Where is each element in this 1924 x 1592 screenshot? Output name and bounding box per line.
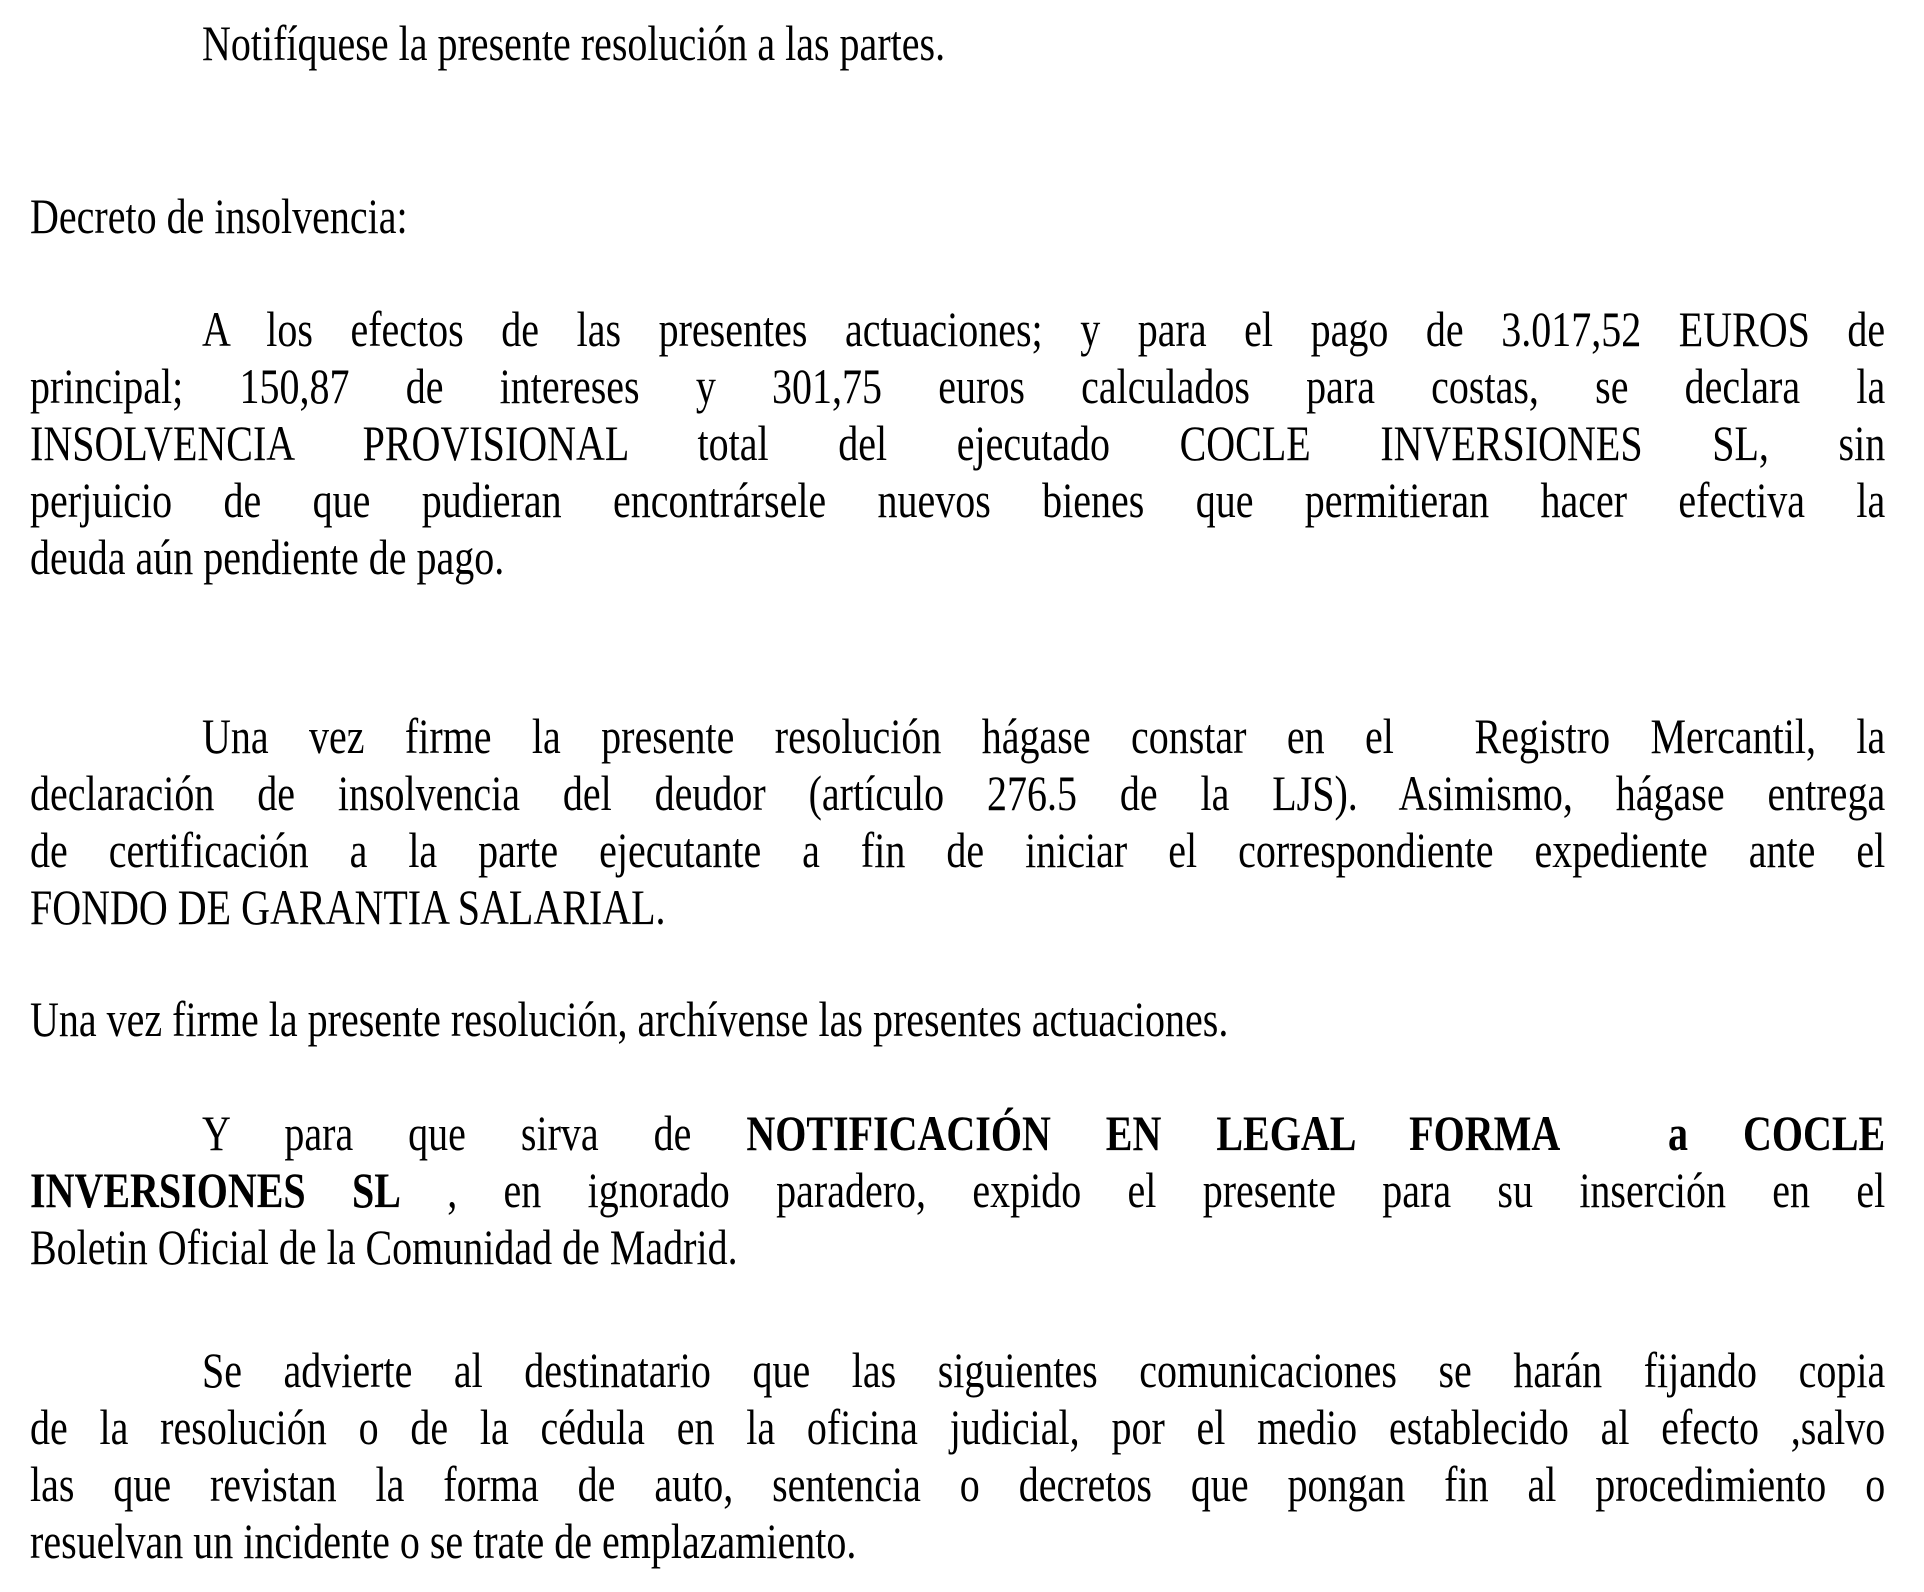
text-segment: A los efectos de las presentes actuaciones; y para el pago de 3.017,52 EUROS de (202, 301, 1886, 357)
text-line (30, 708, 1885, 765)
text-segment: FONDO DE GARANTIA SALARIAL. (30, 879, 666, 935)
text-line (30, 1342, 1885, 1399)
text-line (30, 472, 1885, 529)
text-segment: deuda aún pendiente de pago. (30, 529, 505, 585)
text-segment: perjuicio de que pudieran encontrársele nuevos bienes que permitieran hacer efectiva la (30, 472, 1886, 528)
text-line (30, 188, 1885, 245)
text-segment: de certificación a la parte ejecutante a fin de iniciar el correspondiente expediente ante el (30, 822, 1886, 878)
notification-clause (30, 15, 1885, 72)
text-segment: principal; 150,87 de intereses y 301,75 euros calculados para costas, se declara la (30, 358, 1886, 414)
text-line (30, 301, 1885, 358)
legal-notification-paragraph (30, 1105, 1885, 1276)
text-segment: de la resolución o de la cédula en la oficina judicial, por el medio establecido al efecto ,salvo (30, 1399, 1886, 1455)
text-line (30, 415, 1885, 472)
text-segment: Se advierte al destinatario que las siguientes comunicaciones se harán fijando copia (202, 1342, 1886, 1398)
text-segment: resuelvan un incidente o se trate de emplazamiento. (30, 1513, 857, 1569)
service-warning-paragraph (30, 1342, 1885, 1570)
text-line (30, 1399, 1885, 1456)
text-line (30, 1513, 1885, 1570)
archive-clause (30, 991, 1885, 1048)
text-line (30, 15, 1885, 72)
text-segment: Una vez firme la presente resolución, archívense las presentes actuaciones. (30, 991, 1229, 1047)
text-line (30, 529, 1885, 586)
bold-text-segment: INVERSIONES SL (30, 1162, 401, 1218)
text-line (30, 765, 1885, 822)
text-line (30, 991, 1885, 1048)
text-segment: , en ignorado paradero, expido el presente para su inserción en el (400, 1162, 1886, 1218)
text-line (30, 822, 1885, 879)
text-segment: Una vez firme la presente resolución hágase constar en el Registro Mercantil, la (202, 708, 1886, 764)
text-line (30, 358, 1885, 415)
text-segment: Notifíquese la presente resolución a las partes. (202, 15, 946, 71)
text-segment: Boletin Oficial de la Comunidad de Madrid. (30, 1219, 738, 1275)
text-line (30, 1162, 1885, 1219)
text-segment: Y para que sirva de (202, 1105, 747, 1161)
text-segment: las que revistan la forma de auto, sentencia o decretos que pongan fin al procedimiento o (30, 1456, 1886, 1512)
text-line (30, 1105, 1885, 1162)
text-segment: declaración de insolvencia del deudor (artículo 276.5 de la LJS). Asimismo, hágase entrega (30, 765, 1886, 821)
decree-heading (30, 188, 1885, 245)
text-line (30, 879, 1885, 936)
text-line (30, 1456, 1885, 1513)
bold-text-segment: NOTIFICACIÓN EN LEGAL FORMA a COCLE (746, 1105, 1886, 1161)
insolvency-declaration-paragraph (30, 301, 1885, 586)
text-segment: Decreto de insolvencia: (30, 188, 408, 244)
text-line (30, 1219, 1885, 1276)
text-segment: INSOLVENCIA PROVISIONAL total del ejecutado COCLE INVERSIONES SL, sin (30, 415, 1886, 471)
registro-mercantil-paragraph (30, 708, 1885, 936)
